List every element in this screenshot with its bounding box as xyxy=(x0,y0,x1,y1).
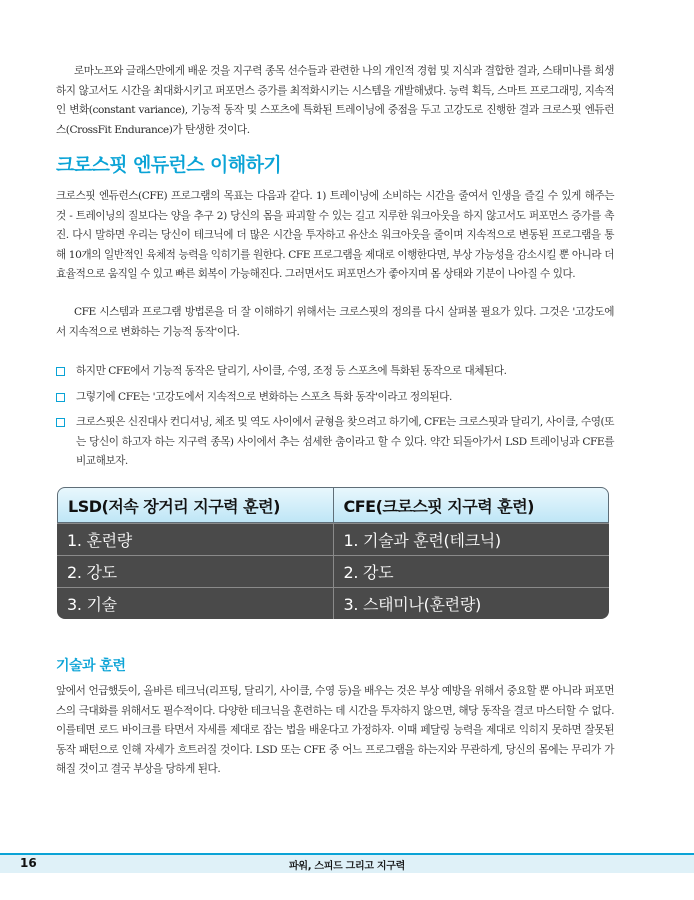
bullet-text: 크로스핏은 신진대사 컨디셔닝, 체조 및 역도 사이에서 균형을 찾으려고 하기에, CFE는 크로스핏과 달리기, 사이클, 수영(또는 당신이 하고자 하는 지구력 종목) 사이에서 추는 섬세한 춤이라고 할 수 있다. 약간 되돌아가서 LSD 트레이닝과 CFE를 비교해보자. xyxy=(76,416,614,467)
header-lsd: LSD(저속 장거리 지구력 훈련) xyxy=(68,496,280,516)
square-bullet-icon xyxy=(56,367,65,376)
table-cell: 1. 기술과 훈련(테크닉) xyxy=(333,524,610,555)
table-cell: 2. 강도 xyxy=(333,556,610,587)
subsection-heading: 기술과 훈련 xyxy=(56,658,126,674)
table-row xyxy=(57,587,609,619)
square-bullet-icon xyxy=(56,418,65,427)
page-number: 16 xyxy=(20,856,37,870)
running-head: 파워, 스피드 그리고 지구력 xyxy=(288,861,405,872)
bullet-list xyxy=(56,362,614,478)
comparison-table xyxy=(57,487,609,617)
table-header xyxy=(57,487,609,523)
section-heading: 크로스핏 엔듀런스 이해하기 xyxy=(56,154,282,176)
table-row xyxy=(57,555,609,587)
table-cell: 3. 스태미나(훈련량) xyxy=(333,588,610,619)
table-cell: 3. 기술 xyxy=(67,595,117,614)
subsection-paragraph: 앞에서 언급했듯이, 올바른 테크닉(리프팅, 달리기, 사이클, 수영 등)을 배우는 것은 부상 예방을 위해서 중요할 뿐 아니라 퍼포먼스의 극대화를 위해서도 필수적이다. 다양한 테크닉을 훈련하는 데 시간을 투자하지 않으면, 해당 동작을 결코 마스터할 수 없다. 이를테면 로드 바이크를 타면서 자세를 제대로 잡는 법을 배운다고 가정하자. 이때 페달링 능력을 제대로 익히지 못하면 잘못된 동작 패턴으로 인해 자세가 흐트러질 것이다. LSD 또는 CFE 중 어느 프로그램을 하는지와 무관하게, 당신의 몸에는 무리가 가해질 것이고 결국 부상을 당하게 된다. xyxy=(56,685,614,775)
bullet-item xyxy=(56,388,614,408)
intro-paragraph: 로마노프와 글래스만에게 배운 것을 지구력 종목 선수들과 관련한 나의 개인적 경험 및 지식과 결합한 결과, 스태미나를 희생하지 않고서도 시간을 최대화시키고 퍼포먼스 증가를 최적화시키는 시스템을 개발해냈다. 능력 획득, 스마트 프로그래밍, 지속적인 변화(constant variance), 기능적 동작 및 스포츠에 특화된 트레이닝에 중점을 두고 고강도로 진행한 결과 크로스핏 엔듀런스(CrossFit Endurance)가 탄생한 것이다. xyxy=(56,65,614,136)
bullet-item xyxy=(56,362,614,382)
bullet-text: 그렇기에 CFE는 '고강도에서 지속적으로 변화하는 스포츠 특화 동작'이라고 정의된다. xyxy=(76,390,452,403)
square-bullet-icon xyxy=(56,393,65,402)
table-row xyxy=(57,523,609,555)
bullet-text: 하지만 CFE에서 기능적 동작은 달리기, 사이클, 수영, 조정 등 스포츠에 특화된 동작으로 대체된다. xyxy=(76,365,507,377)
bullet-item xyxy=(56,413,614,472)
header-cfe: CFE(크로스핏 지구력 훈련) xyxy=(333,488,609,522)
section-paragraph-1: 크로스핏 엔듀런스(CFE) 프로그램의 목표는 다음과 같다. 1) 트레이닝에 소비하는 시간을 줄여서 인생을 즐길 수 있게 해주는 것 - 트레이닝의 질보다는 양을 추구 2) 당신의 몸을 파괴할 수 있는 길고 지루한 워크아웃을 하지 않고서도 퍼포먼스 증가를 촉진. 다시 말하면 우리는 당신이 테크닉에 더 많은 시간을 투자하고 유산소 워크아웃을 줄이며 지속적으로 변동된 프로그램을 통해 10개의 일반적인 육체적 능력을 익히기를 원한다. CFE 프로그램을 제대로 이행한다면, 부상 가능성을 감소시킬 뿐 아니라 더 효율적으로 움직일 수 있고 빠른 회복이 가능해진다. 그러면서도 퍼포먼스가 좋아지며 몸 상태와 기분이 나아질 수 있다. xyxy=(56,190,614,280)
table-cell: 1. 훈련량 xyxy=(67,531,132,550)
section-paragraph-2: CFE 시스템과 프로그램 방법론을 더 잘 이해하기 위해서는 크로스핏의 정의를 다시 살펴볼 필요가 있다. 그것은 '고강도에서 지속적으로 변화하는 기능적 동작'이다. xyxy=(56,306,614,338)
table-cell: 2. 강도 xyxy=(67,563,117,582)
